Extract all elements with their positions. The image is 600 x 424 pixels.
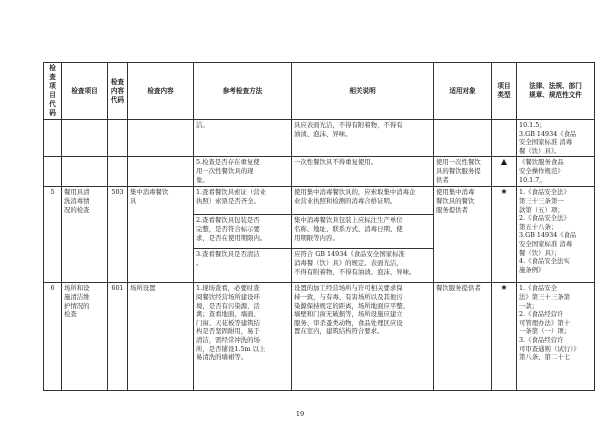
star-icon: ★ bbox=[500, 283, 508, 293]
cell-method: 3.查看餐饮具是否清洁 。 bbox=[194, 249, 292, 283]
cell-method: 洁。 bbox=[194, 120, 292, 157]
triangle-icon: ▲ bbox=[500, 157, 508, 167]
header-method: 参考检查方法 bbox=[194, 63, 292, 120]
cell-note: 应符合 GB 14934《食品安全国家标准 消毒餐（饮）具》的规定。表面光洁， 不得有附着物，不得有油渍、泡沫、异味。 bbox=[292, 249, 434, 283]
cell-method: 2.查看餐饮具包装是否 完整，是否符合标示要 求，是否在使用期限内。 bbox=[194, 215, 292, 249]
cell-item-code: 5 bbox=[44, 187, 62, 283]
table-row bbox=[44, 157, 595, 187]
header-law: 法律、法规、部门 规章、规范性文件 bbox=[517, 63, 595, 120]
cell-content-code: 601 bbox=[108, 283, 128, 391]
cell-method: 1.现场查看，必要时查 阅餐饮经营场所建设环 境，是否有污染源，活 禽；查看地面、墙面、 门窗、天花板等建筑结 构是否坚固耐用，易于 清洁，需经常冲洗的场 所，是否铺设1.5m 以上 易清洗的墙裙等。 bbox=[194, 283, 292, 391]
cell-content-code: 503 bbox=[108, 187, 128, 283]
cell-type bbox=[492, 283, 517, 391]
cell-law: 10.1.5； 3.GB 14934《食品 安全国家标准 消毒 餐（饮）具》。 bbox=[517, 120, 595, 157]
cell-note: 集中消毒餐饮具包装上应标注生产单位 名称、地址、联系方式、消毒日期、使 用期限等内容。 bbox=[292, 215, 434, 249]
header-note: 相关说明 bbox=[292, 63, 434, 120]
table-row bbox=[44, 187, 595, 215]
cell-method: 1.查看餐饮具索证（营业 执照）索票是否齐全。 bbox=[194, 187, 292, 215]
header-content: 检查内容 bbox=[128, 63, 194, 120]
cell-law: 《餐饮服务食品 安全操作规范》 10.1.7。 bbox=[517, 157, 595, 187]
cell-item-code: 6 bbox=[44, 283, 62, 391]
cell-content: 场所设置 bbox=[128, 283, 194, 391]
table-row bbox=[44, 283, 595, 391]
cell-item: 餐用具清 洗消毒情 况的检查 bbox=[62, 187, 108, 283]
cell-content: 集中消毒餐饮 具 bbox=[128, 187, 194, 283]
cell-target: 使用一次性餐饮 具的餐饮服务提 供者 bbox=[434, 157, 492, 187]
cell-target: 使用集中消毒 餐饮具的餐饮 服务提供者 bbox=[434, 187, 492, 283]
cell-type bbox=[492, 187, 517, 283]
header-type: 项目 类型 bbox=[492, 63, 517, 120]
header-content-code: 检查 内容 代码 bbox=[108, 63, 128, 120]
cell-type bbox=[492, 157, 517, 187]
star-icon: ★ bbox=[500, 187, 508, 197]
cell-note: 使用集中消毒餐饮具的，应索取集中消毒企 业营业执照和检测的消毒合格证明。 bbox=[292, 187, 434, 215]
cell-note: 设置的加工经营场所与许可相关要求保 持一致，与有毒、有害场所以及其他污 染源保持规定的距离，场所地面应平整、 墙壁和门窗无破损等，场所设施应建立 服务、审杀蚤类动物，食品处理区应设 置在室内，建筑结构符合要求。 bbox=[292, 283, 434, 391]
header-target: 适用对象 bbox=[434, 63, 492, 120]
cell-law: 1.《食品安全法》 第三十三条第一 款第（五）项； 2.《食品安全法》 第五十八条； 3.GB 14934《食品 安全国家标准 消毒 餐（饮）具》； 4.《食品安全法实 施条例》 bbox=[517, 187, 595, 283]
header-item-code: 检查 项目 代码 bbox=[44, 63, 62, 120]
cell-target: 餐饮服务提供者 bbox=[434, 283, 492, 391]
cell-item: 场所和设 施清洁维 护情况的 检查 bbox=[62, 283, 108, 391]
table-row bbox=[44, 120, 595, 157]
cell-law: 1.《食品安全 法》第三十三条第 一款； 2.《食品经营许 可管理办法》第十 一条第（一）项； 3.《食品经营许 可审查通则（试行）》 第八条、第二十七 bbox=[517, 283, 595, 391]
cell-note: 一次性餐饮具不得重复使用。 bbox=[292, 157, 434, 187]
table-header-row bbox=[44, 63, 595, 120]
cell-note: 具应表面光洁，不得有附着物，不得有 油渍、泡沫、异味。 bbox=[292, 120, 434, 157]
page-number: 19 bbox=[295, 410, 305, 418]
inspection-table bbox=[43, 62, 595, 391]
header-item: 检查项目 bbox=[62, 63, 108, 120]
cell-method: 5.检查是否存在重复使 用一次性餐饮具的现 象。 bbox=[194, 157, 292, 187]
